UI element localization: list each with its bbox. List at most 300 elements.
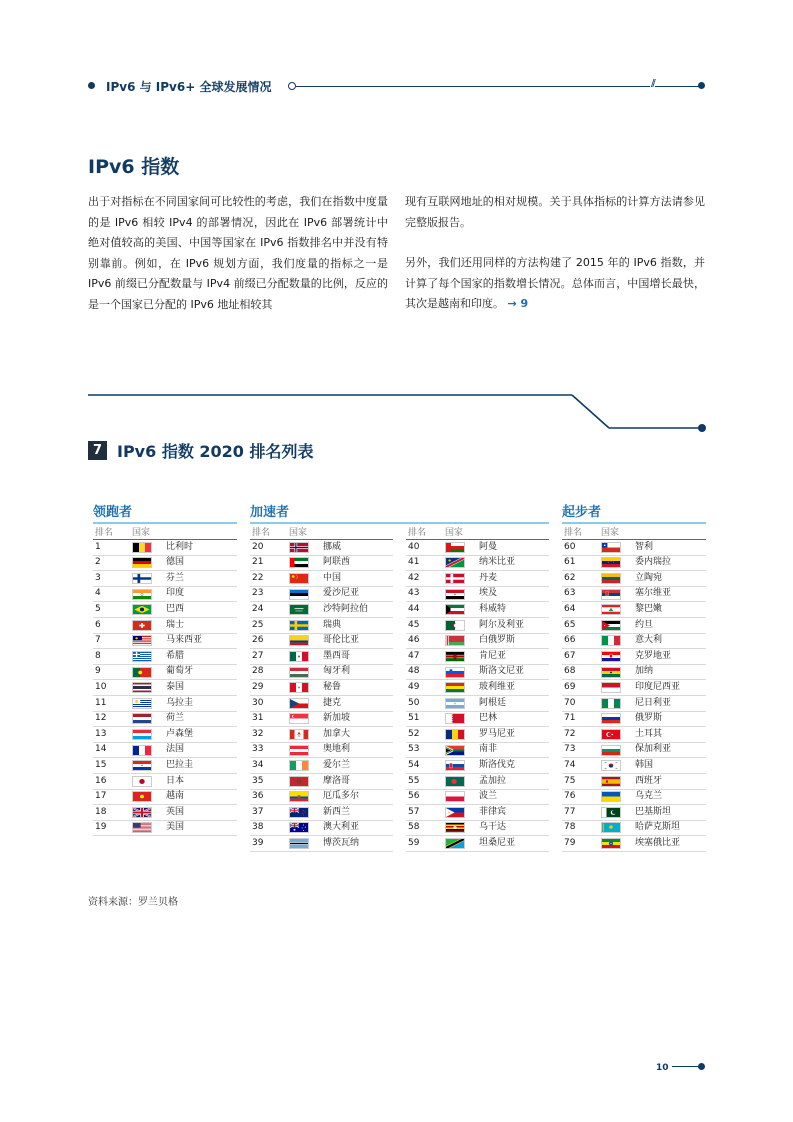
denmark-flag-icon bbox=[445, 573, 471, 584]
country-cell: 斯洛伐克 bbox=[479, 759, 516, 770]
table-row bbox=[562, 618, 706, 634]
section-divider bbox=[88, 389, 708, 433]
table-row bbox=[562, 821, 706, 837]
rank-cell: 47 bbox=[408, 650, 420, 661]
table-row bbox=[250, 790, 393, 806]
uk-flag-icon bbox=[132, 807, 158, 818]
country-header: 国家 bbox=[289, 528, 308, 538]
country-cell: 黎巴嫩 bbox=[635, 603, 663, 614]
country-cell: 巴林 bbox=[479, 713, 498, 724]
country-cell: 厄瓜多尔 bbox=[323, 791, 360, 802]
table-row bbox=[562, 649, 706, 665]
figure-title-text: IPv6 指数 2020 排名列表 bbox=[117, 441, 314, 461]
greece-flag-icon bbox=[132, 651, 158, 662]
ranking-column-1 bbox=[93, 503, 237, 836]
country-cell: 印度 bbox=[166, 588, 185, 599]
rank-header: 排名 bbox=[564, 528, 583, 538]
austria-flag-icon bbox=[289, 745, 315, 756]
bangladesh-flag-icon bbox=[445, 776, 471, 787]
country-cell: 加纳 bbox=[635, 666, 654, 677]
rank-cell: 49 bbox=[408, 681, 420, 692]
header-slash: // bbox=[651, 78, 654, 89]
table-row bbox=[406, 618, 549, 634]
uae-flag-icon bbox=[289, 557, 315, 568]
rank-cell: 18 bbox=[95, 806, 107, 817]
page-number: 10 bbox=[656, 1063, 669, 1073]
rank-cell: 13 bbox=[95, 728, 107, 739]
table-row bbox=[250, 587, 393, 603]
country-cell: 立陶宛 bbox=[635, 572, 663, 583]
table-row bbox=[406, 727, 549, 743]
country-cell: 克罗地亚 bbox=[635, 650, 672, 661]
netherlands-flag-icon bbox=[132, 713, 158, 724]
vietnam-flag-icon bbox=[132, 791, 158, 802]
tanzania-flag-icon bbox=[445, 838, 471, 849]
spain-flag-icon bbox=[601, 776, 627, 787]
chile-flag-icon bbox=[601, 542, 627, 553]
rank-cell: 79 bbox=[564, 837, 576, 848]
country-cell: 秘鲁 bbox=[323, 681, 342, 692]
table-row bbox=[562, 758, 706, 774]
serbia-flag-icon bbox=[601, 589, 627, 600]
russia-flag-icon bbox=[601, 713, 627, 724]
table-row bbox=[406, 680, 549, 696]
group-title-leaders: 领跑者 bbox=[93, 505, 133, 520]
country-cell: 斯洛文尼亚 bbox=[479, 666, 525, 677]
rank-cell: 27 bbox=[252, 650, 264, 661]
country-cell: 新加坡 bbox=[323, 713, 351, 724]
sweden-flag-icon bbox=[289, 620, 315, 631]
colombia-flag-icon bbox=[289, 635, 315, 646]
country-cell: 韩国 bbox=[635, 759, 654, 770]
table-row bbox=[562, 743, 706, 759]
belgium-flag-icon bbox=[132, 542, 158, 553]
rank-header: 排名 bbox=[408, 528, 427, 538]
country-header: 国家 bbox=[601, 528, 620, 538]
country-cell: 希腊 bbox=[166, 650, 185, 661]
table-row bbox=[93, 790, 237, 806]
country-cell: 坦桑尼亚 bbox=[479, 837, 516, 848]
table-row bbox=[93, 634, 237, 650]
rank-cell: 46 bbox=[408, 635, 420, 646]
rank-cell: 25 bbox=[252, 619, 264, 630]
rank-cell: 33 bbox=[252, 744, 264, 755]
rank-cell: 75 bbox=[564, 775, 576, 786]
country-cell: 捷克 bbox=[323, 697, 342, 708]
country-cell: 保加利亚 bbox=[635, 744, 672, 755]
rank-cell: 14 bbox=[95, 744, 107, 755]
table-row bbox=[250, 634, 393, 650]
table-row bbox=[406, 696, 549, 712]
rank-cell: 17 bbox=[95, 791, 107, 802]
uganda-flag-icon bbox=[445, 822, 471, 833]
rank-cell: 10 bbox=[95, 681, 107, 692]
country-cell: 葡萄牙 bbox=[166, 666, 194, 677]
table-row bbox=[93, 774, 237, 790]
saudi-flag-icon bbox=[289, 604, 315, 615]
table-row bbox=[562, 587, 706, 603]
germany-flag-icon bbox=[132, 557, 158, 568]
table-row bbox=[562, 540, 706, 556]
hungary-flag-icon bbox=[289, 667, 315, 678]
country-cell: 德国 bbox=[166, 557, 185, 568]
brazil-flag-icon bbox=[132, 604, 158, 615]
country-cell: 乌克兰 bbox=[635, 791, 663, 802]
table-row bbox=[250, 758, 393, 774]
rank-cell: 69 bbox=[564, 681, 576, 692]
rank-cell: 70 bbox=[564, 697, 576, 708]
country-cell: 约旦 bbox=[635, 619, 654, 630]
country-cell: 西班牙 bbox=[635, 775, 663, 786]
table-row bbox=[406, 649, 549, 665]
table-row bbox=[93, 556, 237, 572]
switzerland-flag-icon bbox=[132, 620, 158, 631]
rank-cell: 72 bbox=[564, 728, 576, 739]
rank-cell: 4 bbox=[95, 588, 101, 599]
country-cell: 匈牙利 bbox=[323, 666, 351, 677]
ethiopia-flag-icon bbox=[601, 838, 627, 849]
country-cell: 埃塞俄比亚 bbox=[635, 837, 681, 848]
rank-cell: 44 bbox=[408, 603, 420, 614]
norway-flag-icon bbox=[289, 542, 315, 553]
table-row bbox=[93, 821, 237, 837]
country-cell: 泰国 bbox=[166, 681, 185, 692]
rank-cell: 56 bbox=[408, 791, 420, 802]
egypt-flag-icon bbox=[445, 589, 471, 600]
rank-cell: 53 bbox=[408, 744, 420, 755]
table-row bbox=[406, 556, 549, 572]
lithuania-flag-icon bbox=[601, 573, 627, 584]
table-row bbox=[562, 665, 706, 681]
table-row bbox=[250, 602, 393, 618]
peru-flag-icon bbox=[289, 682, 315, 693]
rank-cell: 50 bbox=[408, 697, 420, 708]
india-flag-icon bbox=[132, 589, 158, 600]
pakistan-flag-icon bbox=[601, 807, 627, 818]
table-row bbox=[562, 602, 706, 618]
bahrain-flag-icon bbox=[445, 713, 471, 724]
rank-cell: 11 bbox=[95, 697, 107, 708]
australia-flag-icon bbox=[289, 822, 315, 833]
header-title: IPv6 与 IPv6+ 全球发展情况 bbox=[106, 80, 272, 94]
rank-cell: 1 bbox=[95, 541, 101, 552]
country-cell: 博茨瓦纳 bbox=[323, 837, 360, 848]
table-header bbox=[562, 526, 706, 540]
table-row bbox=[250, 696, 393, 712]
table-row bbox=[406, 587, 549, 603]
rank-cell: 77 bbox=[564, 806, 576, 817]
rank-cell: 68 bbox=[564, 666, 576, 677]
country-cell: 哈萨克斯坦 bbox=[635, 822, 681, 833]
figure-number-badge: 7 bbox=[88, 441, 107, 460]
paragraph-right-2 bbox=[405, 253, 705, 315]
morocco-flag-icon bbox=[289, 776, 315, 787]
country-cell: 智利 bbox=[635, 541, 654, 552]
table-row bbox=[250, 805, 393, 821]
header-ring-icon bbox=[288, 82, 296, 90]
group-rule bbox=[93, 522, 237, 524]
figure-reference-link[interactable]: → 9 bbox=[507, 297, 529, 310]
belarus-flag-icon bbox=[445, 635, 471, 646]
country-cell: 波兰 bbox=[479, 791, 498, 802]
rank-cell: 63 bbox=[564, 588, 576, 599]
table-row bbox=[93, 805, 237, 821]
table-row bbox=[250, 540, 393, 556]
table-row bbox=[250, 774, 393, 790]
group-title-starters: 起步者 bbox=[562, 505, 602, 520]
country-header: 国家 bbox=[445, 528, 464, 538]
rank-cell: 12 bbox=[95, 713, 107, 724]
country-cell: 乌干达 bbox=[479, 822, 507, 833]
table-row bbox=[250, 556, 393, 572]
ranking-column-3 bbox=[406, 526, 549, 852]
malaysia-flag-icon bbox=[132, 635, 158, 646]
portugal-flag-icon bbox=[132, 667, 158, 678]
country-cell: 马来西亚 bbox=[166, 635, 203, 646]
country-cell: 阿尔及利亚 bbox=[479, 619, 525, 630]
country-cell: 摩洛哥 bbox=[323, 775, 351, 786]
country-header: 国家 bbox=[132, 528, 151, 538]
rank-cell: 52 bbox=[408, 728, 420, 739]
country-cell: 塞尔维亚 bbox=[635, 588, 672, 599]
ireland-flag-icon bbox=[289, 760, 315, 771]
group-header-accelerators bbox=[250, 503, 549, 526]
country-cell: 印度尼西亚 bbox=[635, 681, 681, 692]
rank-cell: 30 bbox=[252, 697, 264, 708]
rank-cell: 78 bbox=[564, 822, 576, 833]
algeria-flag-icon bbox=[445, 620, 471, 631]
country-cell: 意大利 bbox=[635, 635, 663, 646]
rank-cell: 6 bbox=[95, 619, 101, 630]
paragraph-left: 出于对指标在不同国家间可比较性的考虑，我们在指数中度量的是 IPv6 相较 IPv4 的部署情况，因此在 IPv6 部署统计中绝对值较高的美国、中国等国家在 IPv6 指数排名中并没有特别靠前。例如，在 IPv6 规划方面，我们度量的指标之一是 IPv6 前缀已分配数量与 IPv4 前缀已分配数量的比例，反应的是一个国家已分配的 IPv6 地址相较其 bbox=[88, 195, 388, 311]
table-rows bbox=[250, 540, 393, 852]
country-cell: 墨西哥 bbox=[323, 650, 351, 661]
thailand-flag-icon bbox=[132, 682, 158, 693]
country-cell: 罗马尼亚 bbox=[479, 728, 516, 739]
indonesia-flag-icon bbox=[601, 682, 627, 693]
rank-cell: 8 bbox=[95, 650, 101, 661]
table-row bbox=[562, 696, 706, 712]
ranking-column-2 bbox=[250, 526, 393, 852]
czech-flag-icon bbox=[289, 698, 315, 709]
rank-cell: 20 bbox=[252, 541, 264, 552]
table-row bbox=[93, 587, 237, 603]
bulgaria-flag-icon bbox=[601, 745, 627, 756]
table-row bbox=[93, 665, 237, 681]
rank-cell: 9 bbox=[95, 666, 101, 677]
mexico-flag-icon bbox=[289, 651, 315, 662]
nigeria-flag-icon bbox=[601, 698, 627, 709]
luxembourg-flag-icon bbox=[132, 729, 158, 740]
body-column-left bbox=[88, 192, 388, 315]
lebanon-flag-icon bbox=[601, 604, 627, 615]
table-row bbox=[93, 618, 237, 634]
korea-flag-icon bbox=[601, 760, 627, 771]
header-dot-icon bbox=[88, 82, 95, 89]
china-flag-icon bbox=[289, 573, 315, 584]
table-row bbox=[406, 540, 549, 556]
country-cell: 阿曼 bbox=[479, 541, 498, 552]
country-cell: 爱尔兰 bbox=[323, 759, 351, 770]
country-cell: 美国 bbox=[166, 822, 185, 833]
romania-flag-icon bbox=[445, 729, 471, 740]
table-row bbox=[93, 571, 237, 587]
table-row bbox=[406, 712, 549, 728]
table-row bbox=[562, 680, 706, 696]
rank-cell: 48 bbox=[408, 666, 420, 677]
table-row bbox=[406, 602, 549, 618]
japan-flag-icon bbox=[132, 776, 158, 787]
rank-cell: 45 bbox=[408, 619, 420, 630]
table-row bbox=[250, 680, 393, 696]
group-rule bbox=[250, 522, 549, 524]
ghana-flag-icon bbox=[601, 667, 627, 678]
rank-cell: 61 bbox=[564, 557, 576, 568]
country-cell: 沙特阿拉伯 bbox=[323, 603, 369, 614]
rank-cell: 58 bbox=[408, 822, 420, 833]
rank-cell: 60 bbox=[564, 541, 576, 552]
rank-cell: 43 bbox=[408, 588, 420, 599]
country-cell: 委内瑞拉 bbox=[635, 557, 672, 568]
country-cell: 菲律宾 bbox=[479, 806, 507, 817]
table-row bbox=[406, 665, 549, 681]
table-row bbox=[406, 821, 549, 837]
ecuador-flag-icon bbox=[289, 791, 315, 802]
table-row bbox=[250, 727, 393, 743]
rank-cell: 19 bbox=[95, 822, 107, 833]
rank-cell: 62 bbox=[564, 572, 576, 583]
table-row bbox=[250, 649, 393, 665]
newzealand-flag-icon bbox=[289, 807, 315, 818]
table-row bbox=[562, 571, 706, 587]
rank-cell: 73 bbox=[564, 744, 576, 755]
paragraph-right-1: 现有互联网地址的相对规模。关于具体指标的计算方法请参见完整版报告。 bbox=[405, 195, 705, 229]
rank-cell: 64 bbox=[564, 603, 576, 614]
country-cell: 哥伦比亚 bbox=[323, 635, 360, 646]
rank-cell: 57 bbox=[408, 806, 420, 817]
country-cell: 科威特 bbox=[479, 603, 507, 614]
group-title-accelerators: 加速者 bbox=[250, 505, 290, 520]
rank-cell: 21 bbox=[252, 557, 264, 568]
table-row bbox=[250, 836, 393, 852]
table-row bbox=[93, 712, 237, 728]
table-row bbox=[562, 727, 706, 743]
table-header bbox=[406, 526, 549, 540]
table-row bbox=[562, 774, 706, 790]
country-cell: 土耳其 bbox=[635, 728, 663, 739]
rank-cell: 36 bbox=[252, 791, 264, 802]
table-row bbox=[93, 696, 237, 712]
finland-flag-icon bbox=[132, 573, 158, 584]
country-cell: 澳大利亚 bbox=[323, 822, 360, 833]
country-cell: 法国 bbox=[166, 744, 185, 755]
rank-cell: 54 bbox=[408, 759, 420, 770]
country-cell: 瑞典 bbox=[323, 619, 342, 630]
croatia-flag-icon bbox=[601, 651, 627, 662]
table-rows bbox=[93, 540, 237, 836]
table-row bbox=[93, 680, 237, 696]
country-cell: 巴基斯坦 bbox=[635, 806, 672, 817]
header-end-dot-icon bbox=[698, 82, 705, 89]
ukraine-flag-icon bbox=[601, 791, 627, 802]
france-flag-icon bbox=[132, 745, 158, 756]
table-row bbox=[406, 836, 549, 852]
table-row bbox=[562, 790, 706, 806]
paraguay-flag-icon bbox=[132, 760, 158, 771]
rank-cell: 39 bbox=[252, 837, 264, 848]
country-cell: 日本 bbox=[166, 775, 185, 786]
country-cell: 玻利维亚 bbox=[479, 681, 516, 692]
country-cell: 纳米比亚 bbox=[479, 557, 516, 568]
canada-flag-icon bbox=[289, 729, 315, 740]
country-cell: 瑞士 bbox=[166, 619, 185, 630]
ranking-column-4 bbox=[562, 503, 706, 852]
rank-cell: 41 bbox=[408, 557, 420, 568]
argentina-flag-icon bbox=[445, 698, 471, 709]
rank-cell: 28 bbox=[252, 666, 264, 677]
table-row bbox=[406, 790, 549, 806]
country-cell: 白俄罗斯 bbox=[479, 635, 516, 646]
rank-cell: 22 bbox=[252, 572, 264, 583]
country-cell: 巴拉圭 bbox=[166, 759, 194, 770]
philippines-flag-icon bbox=[445, 807, 471, 818]
country-cell: 巴西 bbox=[166, 603, 185, 614]
table-row bbox=[562, 712, 706, 728]
table-row bbox=[562, 805, 706, 821]
usa-flag-icon bbox=[132, 822, 158, 833]
country-cell: 挪威 bbox=[323, 541, 342, 552]
rank-cell: 31 bbox=[252, 713, 264, 724]
table-row bbox=[93, 540, 237, 556]
country-cell: 卢森堡 bbox=[166, 728, 194, 739]
rank-cell: 71 bbox=[564, 713, 576, 724]
rank-cell: 16 bbox=[95, 775, 107, 786]
table-row bbox=[93, 727, 237, 743]
namibia-flag-icon bbox=[445, 557, 471, 568]
rank-cell: 65 bbox=[564, 619, 576, 630]
botswana-flag-icon bbox=[289, 838, 315, 849]
table-row bbox=[250, 571, 393, 587]
rank-cell: 38 bbox=[252, 822, 264, 833]
table-row bbox=[93, 743, 237, 759]
rank-cell: 59 bbox=[408, 837, 420, 848]
table-row bbox=[250, 821, 393, 837]
country-cell: 俄罗斯 bbox=[635, 713, 663, 724]
oman-flag-icon bbox=[445, 542, 471, 553]
country-cell: 爱沙尼亚 bbox=[323, 588, 360, 599]
kenya-flag-icon bbox=[445, 651, 471, 662]
rank-cell: 40 bbox=[408, 541, 420, 552]
rank-cell: 42 bbox=[408, 572, 420, 583]
rank-cell: 51 bbox=[408, 713, 420, 724]
rank-cell: 7 bbox=[95, 635, 101, 646]
table-row bbox=[406, 634, 549, 650]
country-cell: 中国 bbox=[323, 572, 342, 583]
country-cell: 芬兰 bbox=[166, 572, 185, 583]
country-cell: 丹麦 bbox=[479, 572, 498, 583]
country-cell: 加拿大 bbox=[323, 728, 351, 739]
kazakhstan-flag-icon bbox=[601, 822, 627, 833]
italy-flag-icon bbox=[601, 635, 627, 646]
rank-cell: 66 bbox=[564, 635, 576, 646]
table-row bbox=[406, 774, 549, 790]
country-cell: 肯尼亚 bbox=[479, 650, 507, 661]
table-row bbox=[562, 836, 706, 852]
poland-flag-icon bbox=[445, 791, 471, 802]
table-row bbox=[93, 602, 237, 618]
venezuela-flag-icon bbox=[601, 557, 627, 568]
country-cell: 埃及 bbox=[479, 588, 498, 599]
